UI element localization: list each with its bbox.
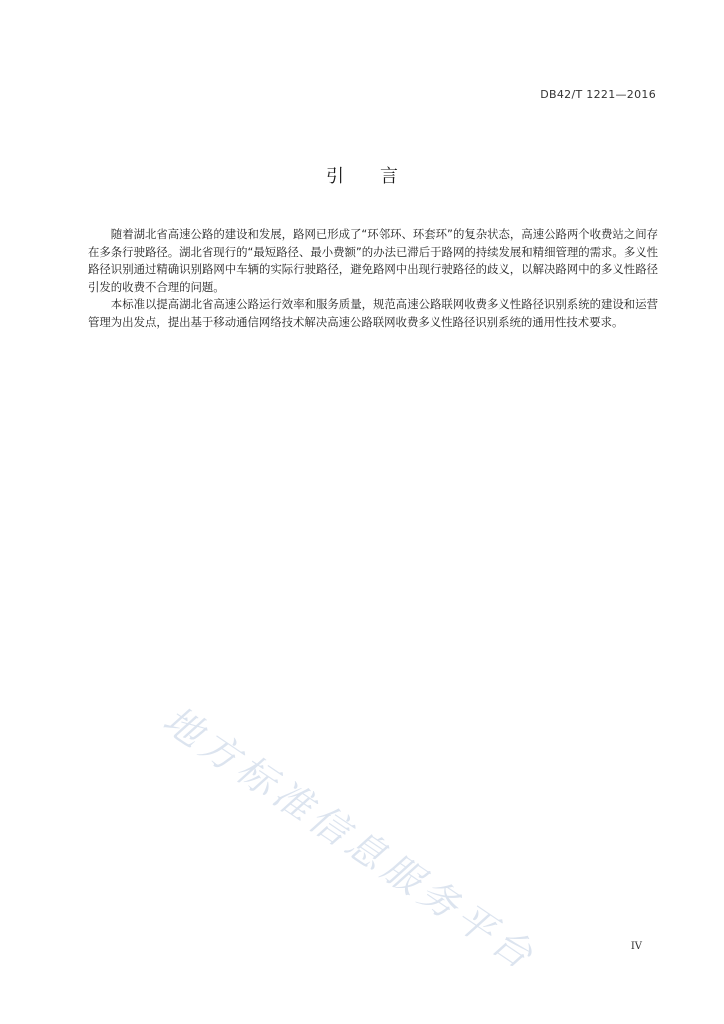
page-number: IV [630, 941, 642, 952]
watermark: 地方标准信息服务平台 [155, 697, 545, 980]
paragraph-1: 随着湖北省高速公路的建设和发展，路网已形成了“环邻环、环套环”的复杂状态，高速公路两个收费站之间存在多条行驶路径。湖北省现行的“最短路径、最小费额”的办法已滞后于路网的持续发展和精细管理的需求。多义性路径识别通过精确识别路网中车辆的实际行驶路径，避免路网中出现行驶路径的歧义，以解决路网中的多义性路径引发的收费不合理的问题。 [88, 227, 658, 294]
title-char-2: 言 [380, 166, 398, 187]
document-code: DB42/T 1221—2016 [540, 88, 656, 101]
page-title [0, 162, 724, 188]
paragraph-2: 本标准以提高湖北省高速公路运行效率和服务质量，规范高速公路联网收费多义性路径识别系统的建设和运营管理为出发点，提出基于移动通信网络技术解决高速公路联网收费多义性路径识别系统的通用性技术要求。 [88, 297, 658, 329]
introduction-body [88, 226, 658, 331]
title-char-1: 引 [326, 166, 344, 187]
